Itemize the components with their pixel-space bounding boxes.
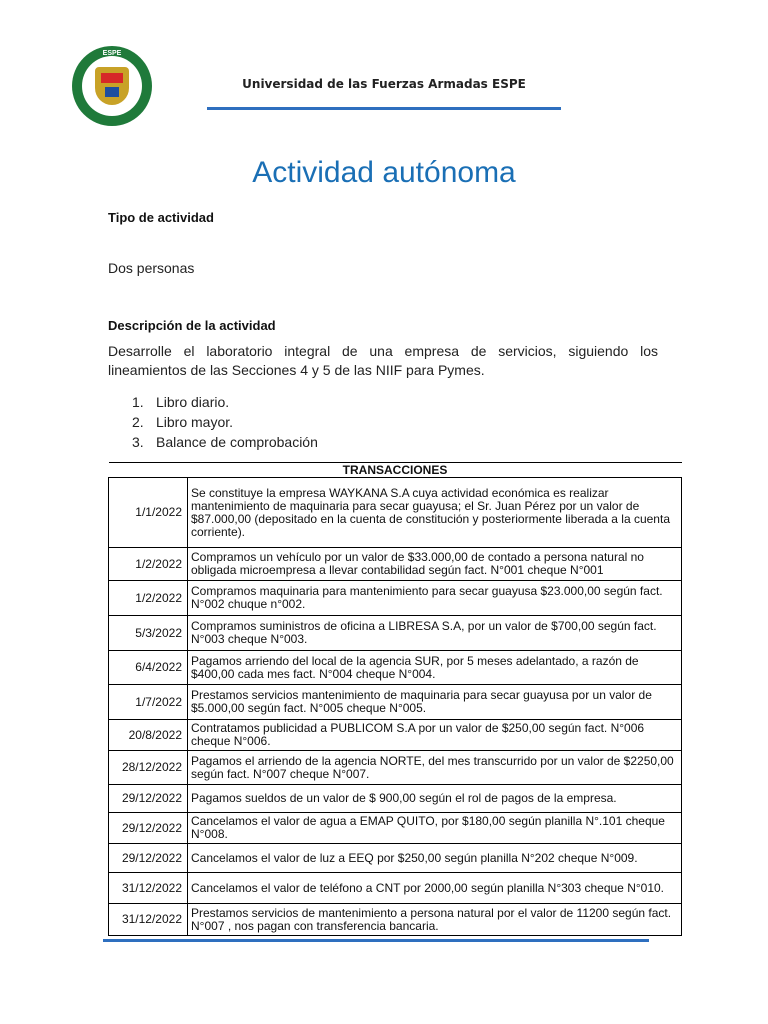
table-row [109,548,682,581]
descripcion-heading: Descripción de la actividad [108,318,276,333]
table-row [109,685,682,720]
row-text: Cancelamos el valor de teléfono a CNT por 2000,00 según planilla N°303 cheque N°010. [188,873,682,904]
table-row [109,581,682,616]
row-text: Compramos maquinaria para mantenimiento para secar guayusa $23.000,00 según fact. N°002 chuque n°002. [188,581,682,616]
row-date: 28/12/2022 [109,751,188,785]
table-row [109,785,682,813]
row-text: Pagamos el arriendo de la agencia NORTE, del mes transcurrido por un valor de $2250,00 según fact. N°007 cheque N°007. [188,751,682,785]
table-row [109,873,682,904]
row-text: Cancelamos el valor de luz a EEQ por $250,00 según planilla N°202 cheque N°009. [188,844,682,873]
row-date: 31/12/2022 [109,904,188,936]
table-header: TRANSACCIONES [109,463,682,478]
list-item: 3. Balance de comprobación [132,434,318,450]
table-row [109,813,682,844]
transactions-table [108,462,682,936]
table-row [109,478,682,548]
tipo-heading: Tipo de actividad [108,210,214,225]
row-date: 1/2/2022 [109,581,188,616]
row-date: 5/3/2022 [109,616,188,651]
footer-divider [103,939,649,942]
table-row [109,751,682,785]
row-text: Pagamos arriendo del local de la agencia SUR, por 5 meses adelantado, a razón de $400,00 cada mes fact. N°004 cheque N°004. [188,651,682,685]
row-text: Prestamos servicios de mantenimiento a persona natural por el valor de 11200 según fact. N°007 , nos pagan con transferencia bancaria. [188,904,682,936]
table-row [109,720,682,751]
table-row [109,651,682,685]
page-title: Actividad autónoma [252,156,516,189]
row-date: 1/7/2022 [109,685,188,720]
row-text: Prestamos servicios mantenimiento de maquinaria para secar guayusa por un valor de $5.000,00 según fact. N°005 cheque N°005. [188,685,682,720]
row-date: 1/2/2022 [109,548,188,581]
row-text: Compramos suministros de oficina a LIBRESA S.A, por un valor de $700,00 según fact. N°003 cheque N°003. [188,616,682,651]
row-text: Pagamos sueldos de un valor de $ 900,00 según el rol de pagos de la empresa. [188,785,682,813]
list-item: 2. Libro mayor. [132,414,234,430]
table-row [109,844,682,873]
tipo-value: Dos personas [108,260,195,276]
row-date: 29/12/2022 [109,844,188,873]
row-date: 29/12/2022 [109,785,188,813]
header-divider [207,107,561,110]
descripcion-text: Desarrolle el laboratorio integral de una empresa de servicios, siguiendo los lineamientos de las Secciones 4 y 5 de las NIIF para Pymes. [108,343,658,378]
row-text: Se constituye la empresa WAYKANA S.A cuya actividad económica es realizar mantenimiento de maquinaria para secar guayusa; el Sr. Juan Pérez por un valor de $87.000,00 (depositado en la cuenta de constitución y posteriormente liberada a la cuenta corriente). [188,478,682,548]
university-name: Universidad de las Fuerzas Armadas ESPE [242,77,526,91]
row-text: Compramos un vehículo por un valor de $33.000,00 de contado a persona natural no obligada microempresa a llevar contabilidad según fact. N°001 cheque N°001 [188,548,682,581]
table-row [109,616,682,651]
list-item: 1. Libro diario. [132,394,230,410]
row-text: Cancelamos el valor de agua a EMAP QUITO, por $180,00 según planilla N°.101 cheque N°008. [188,813,682,844]
row-date: 20/8/2022 [109,720,188,751]
table-row [109,904,682,936]
row-date: 6/4/2022 [109,651,188,685]
row-text: Contratamos publicidad a PUBLICOM S.A por un valor de $250,00 según fact. N°006 cheque N°006. [188,720,682,751]
steps-list [132,392,318,452]
row-date: 29/12/2022 [109,813,188,844]
row-date: 31/12/2022 [109,873,188,904]
row-date: 1/1/2022 [109,478,188,548]
logo-text: ESPE [102,50,122,57]
